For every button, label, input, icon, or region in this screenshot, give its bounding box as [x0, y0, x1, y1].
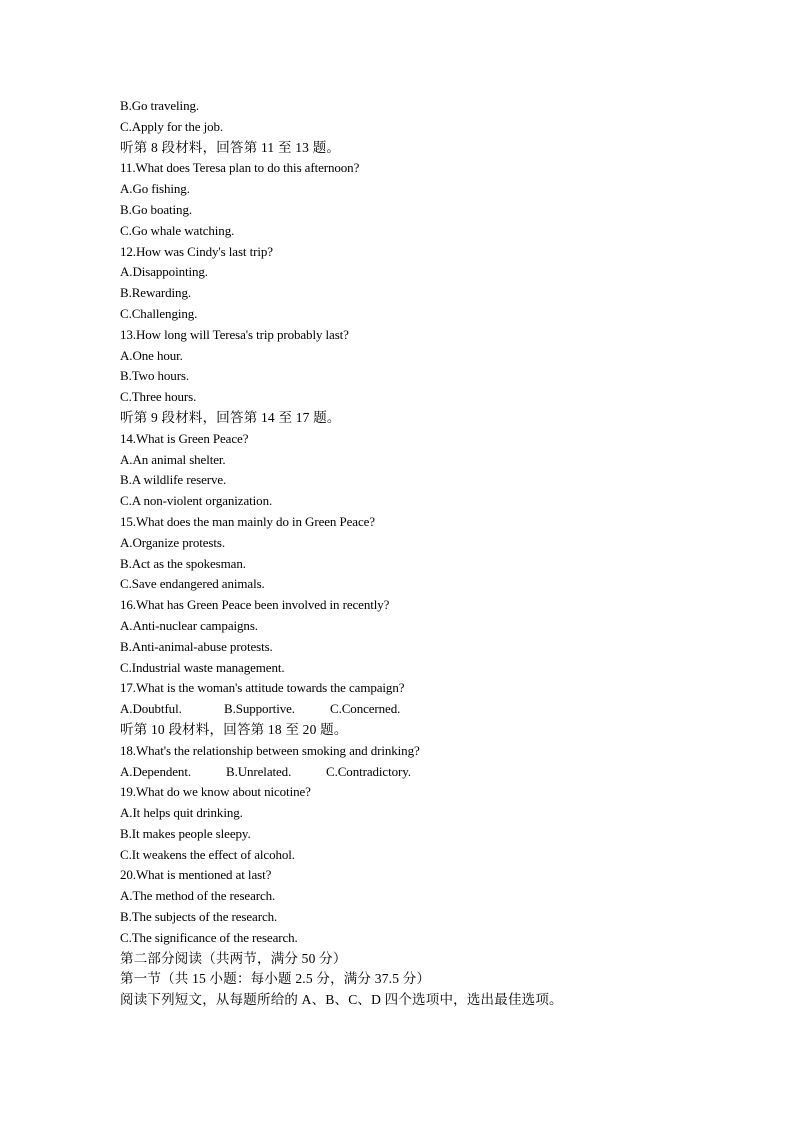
option-text: B.Go boating.: [120, 201, 193, 217]
option-text: B.Anti-animal-abuse protests.: [120, 638, 273, 654]
option-text: A.An animal shelter.: [120, 451, 226, 467]
option-text: C.Three hours.: [120, 389, 197, 405]
option-text: C.Go whale watching.: [120, 222, 235, 238]
option-text: C.The significance of the research.: [120, 929, 298, 945]
q17-option-a: A.Doubtful.: [120, 701, 182, 717]
option-text: B.It makes people sleepy.: [120, 825, 251, 841]
option-text: A.Anti-nuclear campaigns.: [120, 617, 258, 633]
option-text: C.It weakens the effect of alcohol.: [120, 846, 295, 862]
option-text: C.Industrial waste management.: [120, 659, 285, 675]
q18-option-c: C.Contradictory.: [326, 763, 411, 779]
question-text: 18.What's the relationship between smoking and drinking?: [120, 742, 420, 758]
option-text: A.Organize protests.: [120, 534, 225, 550]
option-text: B.Go traveling.: [120, 98, 200, 113]
section-instruction: 听第 10 段材料，回答第 18 至 20 题。: [120, 721, 348, 737]
option-text: A.The method of the research.: [120, 888, 276, 904]
section-instruction: 听第 8 段材料，回答第 11 至 13 题。: [120, 139, 341, 155]
option-text: A.Go fishing.: [120, 181, 190, 197]
q17-option-b: B.Supportive.: [224, 701, 295, 717]
section-instruction: 听第 9 段材料，回答第 14 至 17 题。: [120, 409, 341, 425]
question-text: 15.What does the man mainly do in Green Peace?: [120, 513, 375, 529]
option-text: A.One hour.: [120, 347, 183, 363]
question-text: 12.How was Cindy's last trip?: [120, 243, 273, 259]
section-instruction: 阅读下列短文，从每题所给的 A、B、C、D 四个选项中，选出最佳选项。: [120, 992, 563, 1008]
option-text: B.Act as the spokesman.: [120, 555, 246, 571]
q17-options-row: [120, 699, 740, 720]
option-text: C.Apply for the job.: [120, 118, 224, 134]
section-heading: 第一节（共 15 小题：每小题 2.5 分，满分 37.5 分）: [120, 971, 431, 987]
question-text: 20.What is mentioned at last?: [120, 867, 272, 883]
question-text: 19.What do we know about nicotine?: [120, 784, 311, 800]
question-text: 11.What does Teresa plan to do this afternoon?: [120, 160, 360, 176]
question-text: 17.What is the woman's attitude towards the campaign?: [120, 680, 405, 696]
option-text: A.Disappointing.: [120, 264, 208, 280]
option-text: C.A non-violent organization.: [120, 493, 273, 509]
section-heading: 第二部分阅读（共两节，满分 50 分）: [120, 950, 347, 966]
questions-block-b: [120, 782, 740, 1011]
document-content: [120, 96, 740, 1011]
option-text: C.Challenging.: [120, 305, 198, 321]
question-text: 14.What is Green Peace?: [120, 430, 249, 446]
q18-options-row: [120, 762, 740, 783]
question-text: 13.How long will Teresa's trip probably last?: [120, 326, 349, 342]
question-text: 16.What has Green Peace been involved in recently?: [120, 597, 390, 613]
option-text: C.Save endangered animals.: [120, 576, 265, 592]
option-text: B.Two hours.: [120, 368, 190, 384]
option-text: A.It helps quit drinking.: [120, 805, 243, 821]
q17-option-c: C.Concerned.: [330, 701, 401, 717]
questions-block-a: [120, 96, 740, 699]
q18-option-b: B.Unrelated.: [226, 763, 292, 779]
option-text: B.Rewarding.: [120, 285, 192, 301]
option-text: B.A wildlife reserve.: [120, 472, 227, 488]
option-text: B.The subjects of the research.: [120, 909, 278, 925]
q18-option-a: A.Dependent.: [120, 763, 191, 779]
